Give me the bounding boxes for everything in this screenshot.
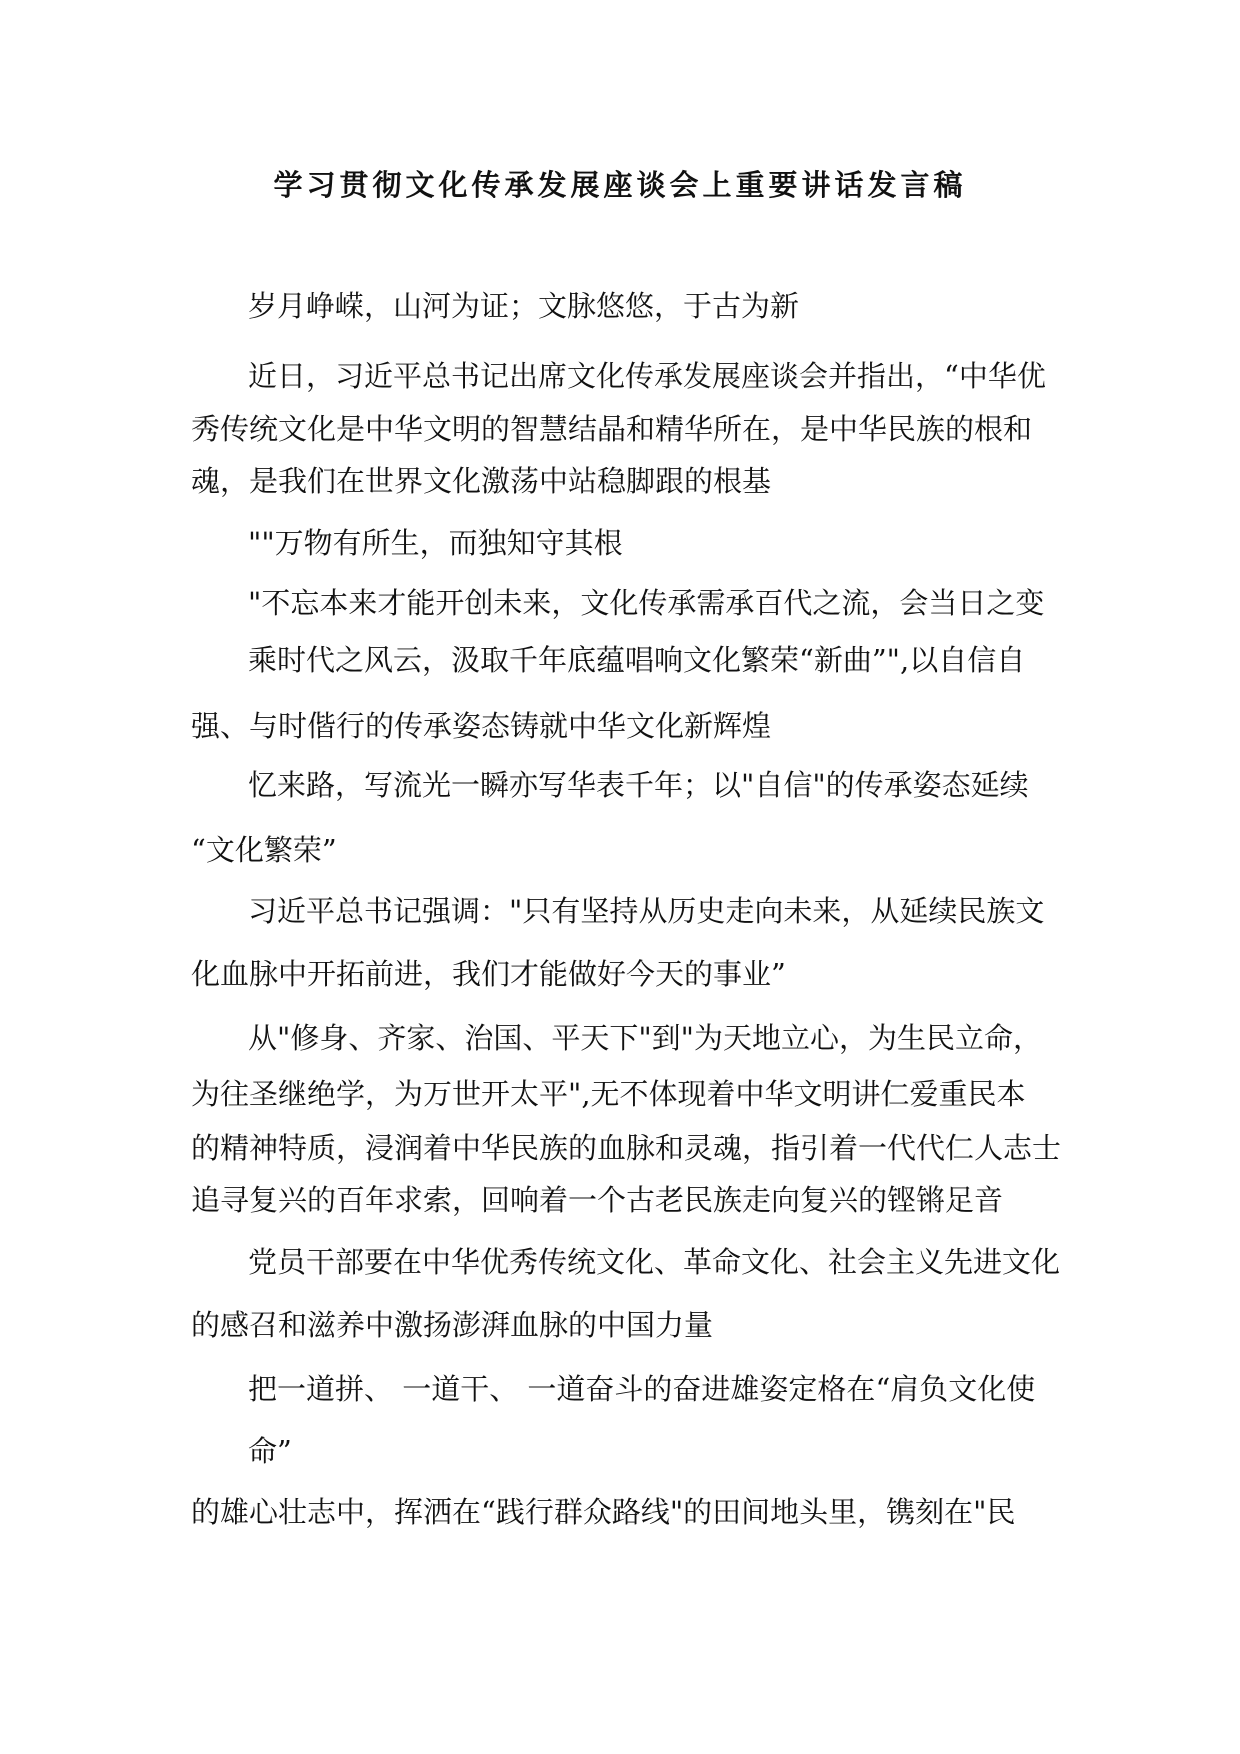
paragraph-line: 为往圣继绝学，为万世开太平",无不体现着中华文明讲仁爱重民本 [191,1077,1026,1111]
paragraph-line: 忆来路，写流光一瞬亦写华表千年；以"自信"的传承姿态延续 [248,768,1029,802]
paragraph-line: "不忘本来才能开创未来，文化传承需承百代之流，会当日之变 [248,586,1045,620]
document-title: 学习贯彻文化传承发展座谈会上重要讲话发言稿 [273,168,967,202]
paragraph-line: 习近平总书记强调："只有坚持从历史走向未来，从延续民族文 [248,894,1045,928]
paragraph-line: 党员干部要在中华优秀传统文化、革命文化、社会主义先进文化 [248,1245,1061,1279]
paragraph-line: 命” [248,1434,292,1468]
paragraph-line: 的雄心壮志中，挥洒在“践行群众路线"的田间地头里，镌刻在"民 [191,1495,1016,1529]
paragraph-line: 近日，习近平总书记出席文化传承发展座谈会并指出，“中华优 [248,359,1046,393]
paragraph-line: 的精神特质，浸润着中华民族的血脉和灵魂，指引着一代代仁人志士 [191,1131,1062,1165]
paragraph-line: 从"修身、齐家、治国、平天下"到"为天地立心，为生民立命， [248,1021,1043,1055]
paragraph-line: 岁月峥嵘，山河为证；文脉悠悠，于古为新 [248,289,800,323]
paragraph-line: 把一道拼、 一道干、 一道奋斗的奋进雄姿定格在“肩负文化使 [248,1372,1036,1406]
paragraph-line: “文化繁荣” [191,833,337,867]
paragraph-line: 乘时代之风云，汲取千年底蕴唱响文化繁荣“新曲”",以自信自 [248,643,1026,677]
paragraph-line: 秀传统文化是中华文明的智慧结晶和精华所在，是中华民族的根和 [191,412,1033,446]
paragraph-line: 化血脉中开拓前进，我们才能做好今天的事业” [191,957,786,991]
paragraph-line: 魂，是我们在世界文化激荡中站稳脚跟的根基 [191,464,772,498]
paragraph-line: 的感召和滋养中激扬澎湃血脉的中国力量 [191,1308,714,1342]
paragraph-line: ""万物有所生，而独知守其根 [248,526,623,560]
paragraph-line: 强、与时偕行的传承姿态铸就中华文化新辉煌 [191,709,772,743]
paragraph-line: 追寻复兴的百年求索，回响着一个古老民族走向复兴的铿锵足音 [191,1183,1004,1217]
